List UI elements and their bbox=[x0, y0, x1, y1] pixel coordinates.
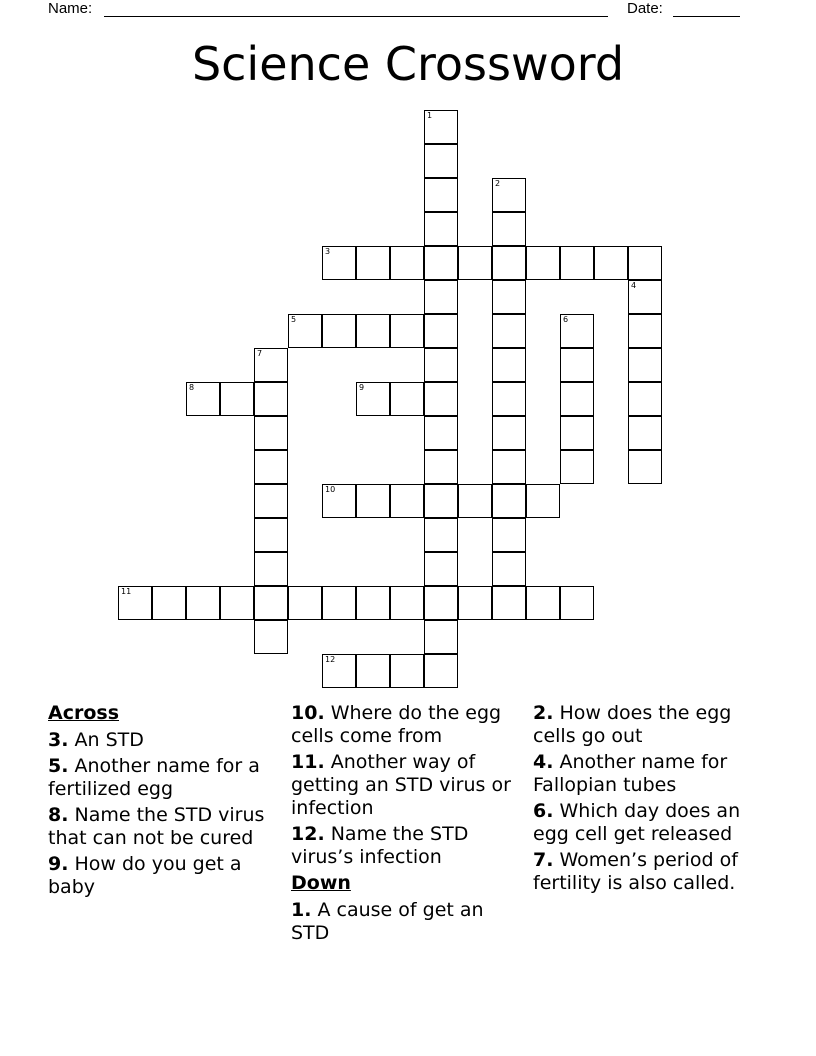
clue-across-5: 5. Another name for a fertilized egg bbox=[48, 755, 260, 800]
grid-cell[interactable] bbox=[424, 246, 458, 280]
grid-cell[interactable] bbox=[560, 246, 594, 280]
grid-cell[interactable] bbox=[492, 518, 526, 552]
grid-cell[interactable] bbox=[254, 382, 288, 416]
grid-cell[interactable] bbox=[254, 586, 288, 620]
grid-cell[interactable] bbox=[628, 450, 662, 484]
grid-cell[interactable] bbox=[390, 654, 424, 688]
grid-cell[interactable] bbox=[560, 586, 594, 620]
grid-cell[interactable] bbox=[152, 586, 186, 620]
grid-cell[interactable] bbox=[458, 586, 492, 620]
clue-number: 5 bbox=[291, 315, 297, 324]
grid-cell[interactable] bbox=[424, 450, 458, 484]
grid-cell[interactable] bbox=[288, 314, 322, 348]
grid-cell[interactable] bbox=[322, 246, 356, 280]
clue-number: 3 bbox=[325, 247, 331, 256]
clue-number: 6 bbox=[563, 315, 569, 324]
grid-cell[interactable] bbox=[254, 518, 288, 552]
grid-cell[interactable] bbox=[628, 348, 662, 382]
clue-across-10: 10. Where do the egg cells come from bbox=[291, 702, 502, 747]
grid-cell[interactable] bbox=[118, 586, 152, 620]
clue-column-2 bbox=[291, 702, 527, 948]
grid-cell[interactable] bbox=[628, 280, 662, 314]
grid-cell[interactable] bbox=[254, 450, 288, 484]
grid-cell[interactable] bbox=[492, 314, 526, 348]
grid-cell[interactable] bbox=[424, 416, 458, 450]
grid-cell[interactable] bbox=[254, 620, 288, 654]
grid-cell[interactable] bbox=[628, 314, 662, 348]
clue-number: 1 bbox=[427, 111, 433, 120]
grid-cell[interactable] bbox=[424, 620, 458, 654]
grid-cell[interactable] bbox=[526, 246, 560, 280]
clue-down-4: 4. Another name for Fallopian tubes bbox=[533, 751, 728, 796]
grid-cell[interactable] bbox=[424, 314, 458, 348]
grid-cell[interactable] bbox=[560, 314, 594, 348]
clue-column-1 bbox=[48, 702, 284, 902]
grid-cell[interactable] bbox=[356, 484, 390, 518]
name-label: Name: bbox=[48, 0, 93, 17]
clue-across-12: 12. Name the STD virus’s infection bbox=[291, 823, 469, 868]
grid-cell[interactable] bbox=[424, 586, 458, 620]
grid-cell[interactable] bbox=[560, 416, 594, 450]
grid-cell[interactable] bbox=[424, 552, 458, 586]
grid-cell[interactable] bbox=[254, 416, 288, 450]
grid-cell[interactable] bbox=[594, 246, 628, 280]
grid-cell[interactable] bbox=[424, 382, 458, 416]
grid-cell[interactable] bbox=[560, 382, 594, 416]
clue-number: 10 bbox=[325, 485, 336, 494]
grid-cell[interactable] bbox=[390, 484, 424, 518]
grid-cell[interactable] bbox=[322, 314, 356, 348]
grid-cell[interactable] bbox=[628, 246, 662, 280]
grid-cell[interactable] bbox=[220, 586, 254, 620]
clue-number: 2 bbox=[495, 179, 501, 188]
clue-across-11: 11. Another way of getting an STD virus or infection bbox=[291, 751, 511, 819]
grid-cell[interactable] bbox=[492, 552, 526, 586]
grid-cell[interactable] bbox=[424, 484, 458, 518]
clue-down-1: 1. A cause of get an STD bbox=[291, 899, 484, 944]
grid-cell[interactable] bbox=[220, 382, 254, 416]
grid-cell[interactable] bbox=[356, 314, 390, 348]
grid-cell[interactable] bbox=[424, 110, 458, 144]
grid-cell[interactable] bbox=[492, 586, 526, 620]
grid-cell[interactable] bbox=[424, 280, 458, 314]
clue-number: 9 bbox=[359, 383, 365, 392]
clue-down-2: 2. How does the egg cells go out bbox=[533, 702, 732, 747]
grid-cell[interactable] bbox=[322, 654, 356, 688]
grid-cell[interactable] bbox=[390, 586, 424, 620]
grid-cell[interactable] bbox=[424, 144, 458, 178]
grid-cell[interactable] bbox=[628, 382, 662, 416]
grid-cell[interactable] bbox=[458, 484, 492, 518]
grid-cell[interactable] bbox=[390, 382, 424, 416]
grid-cell[interactable] bbox=[492, 382, 526, 416]
grid-cell[interactable] bbox=[288, 586, 322, 620]
grid-cell[interactable] bbox=[186, 586, 220, 620]
grid-cell[interactable] bbox=[526, 484, 560, 518]
grid-cell[interactable] bbox=[628, 416, 662, 450]
across-heading: Across bbox=[48, 702, 120, 724]
grid-cell[interactable] bbox=[254, 348, 288, 382]
grid-cell[interactable] bbox=[254, 552, 288, 586]
grid-cell[interactable] bbox=[492, 348, 526, 382]
grid-cell[interactable] bbox=[254, 484, 288, 518]
grid-cell[interactable] bbox=[424, 212, 458, 246]
grid-cell[interactable] bbox=[322, 484, 356, 518]
clue-number: 4 bbox=[631, 281, 637, 290]
grid-cell[interactable] bbox=[186, 382, 220, 416]
grid-cell[interactable] bbox=[390, 246, 424, 280]
clue-across-9: 9. How do you get a baby bbox=[48, 853, 242, 898]
grid-cell[interactable] bbox=[492, 212, 526, 246]
clue-down-7: 7. Women’s period of fertility is also called. bbox=[533, 849, 738, 894]
grid-cell[interactable] bbox=[458, 246, 492, 280]
grid-cell[interactable] bbox=[424, 178, 458, 212]
grid-cell[interactable] bbox=[424, 654, 458, 688]
grid-cell[interactable] bbox=[526, 586, 560, 620]
grid-cell[interactable] bbox=[492, 178, 526, 212]
page-title: Science Crossword bbox=[191, 37, 625, 91]
grid-cell[interactable] bbox=[492, 280, 526, 314]
date-label: Date: bbox=[627, 0, 663, 17]
grid-cell[interactable] bbox=[390, 314, 424, 348]
grid-cell[interactable] bbox=[356, 586, 390, 620]
grid-cell[interactable] bbox=[356, 382, 390, 416]
clue-down-6: 6. Which day does an egg cell get released bbox=[533, 800, 741, 845]
clue-column-3 bbox=[533, 702, 769, 898]
grid-cell[interactable] bbox=[424, 348, 458, 382]
clue-number: 11 bbox=[121, 587, 132, 596]
clue-across-3: 3. An STD bbox=[48, 729, 144, 751]
grid-cell[interactable] bbox=[424, 518, 458, 552]
clue-across-8: 8. Name the STD virus that can not be cured bbox=[48, 804, 265, 849]
grid-cell[interactable] bbox=[492, 484, 526, 518]
grid-cell[interactable] bbox=[492, 416, 526, 450]
grid-cell[interactable] bbox=[492, 246, 526, 280]
grid-cell[interactable] bbox=[560, 450, 594, 484]
clue-number: 7 bbox=[257, 349, 263, 358]
down-heading: Down bbox=[291, 872, 351, 894]
grid-cell[interactable] bbox=[322, 586, 356, 620]
grid-cell[interactable] bbox=[560, 348, 594, 382]
grid-cell[interactable] bbox=[356, 654, 390, 688]
grid-cell[interactable] bbox=[356, 246, 390, 280]
clue-number: 8 bbox=[189, 383, 195, 392]
grid-cell[interactable] bbox=[492, 450, 526, 484]
clue-number: 12 bbox=[325, 655, 336, 664]
